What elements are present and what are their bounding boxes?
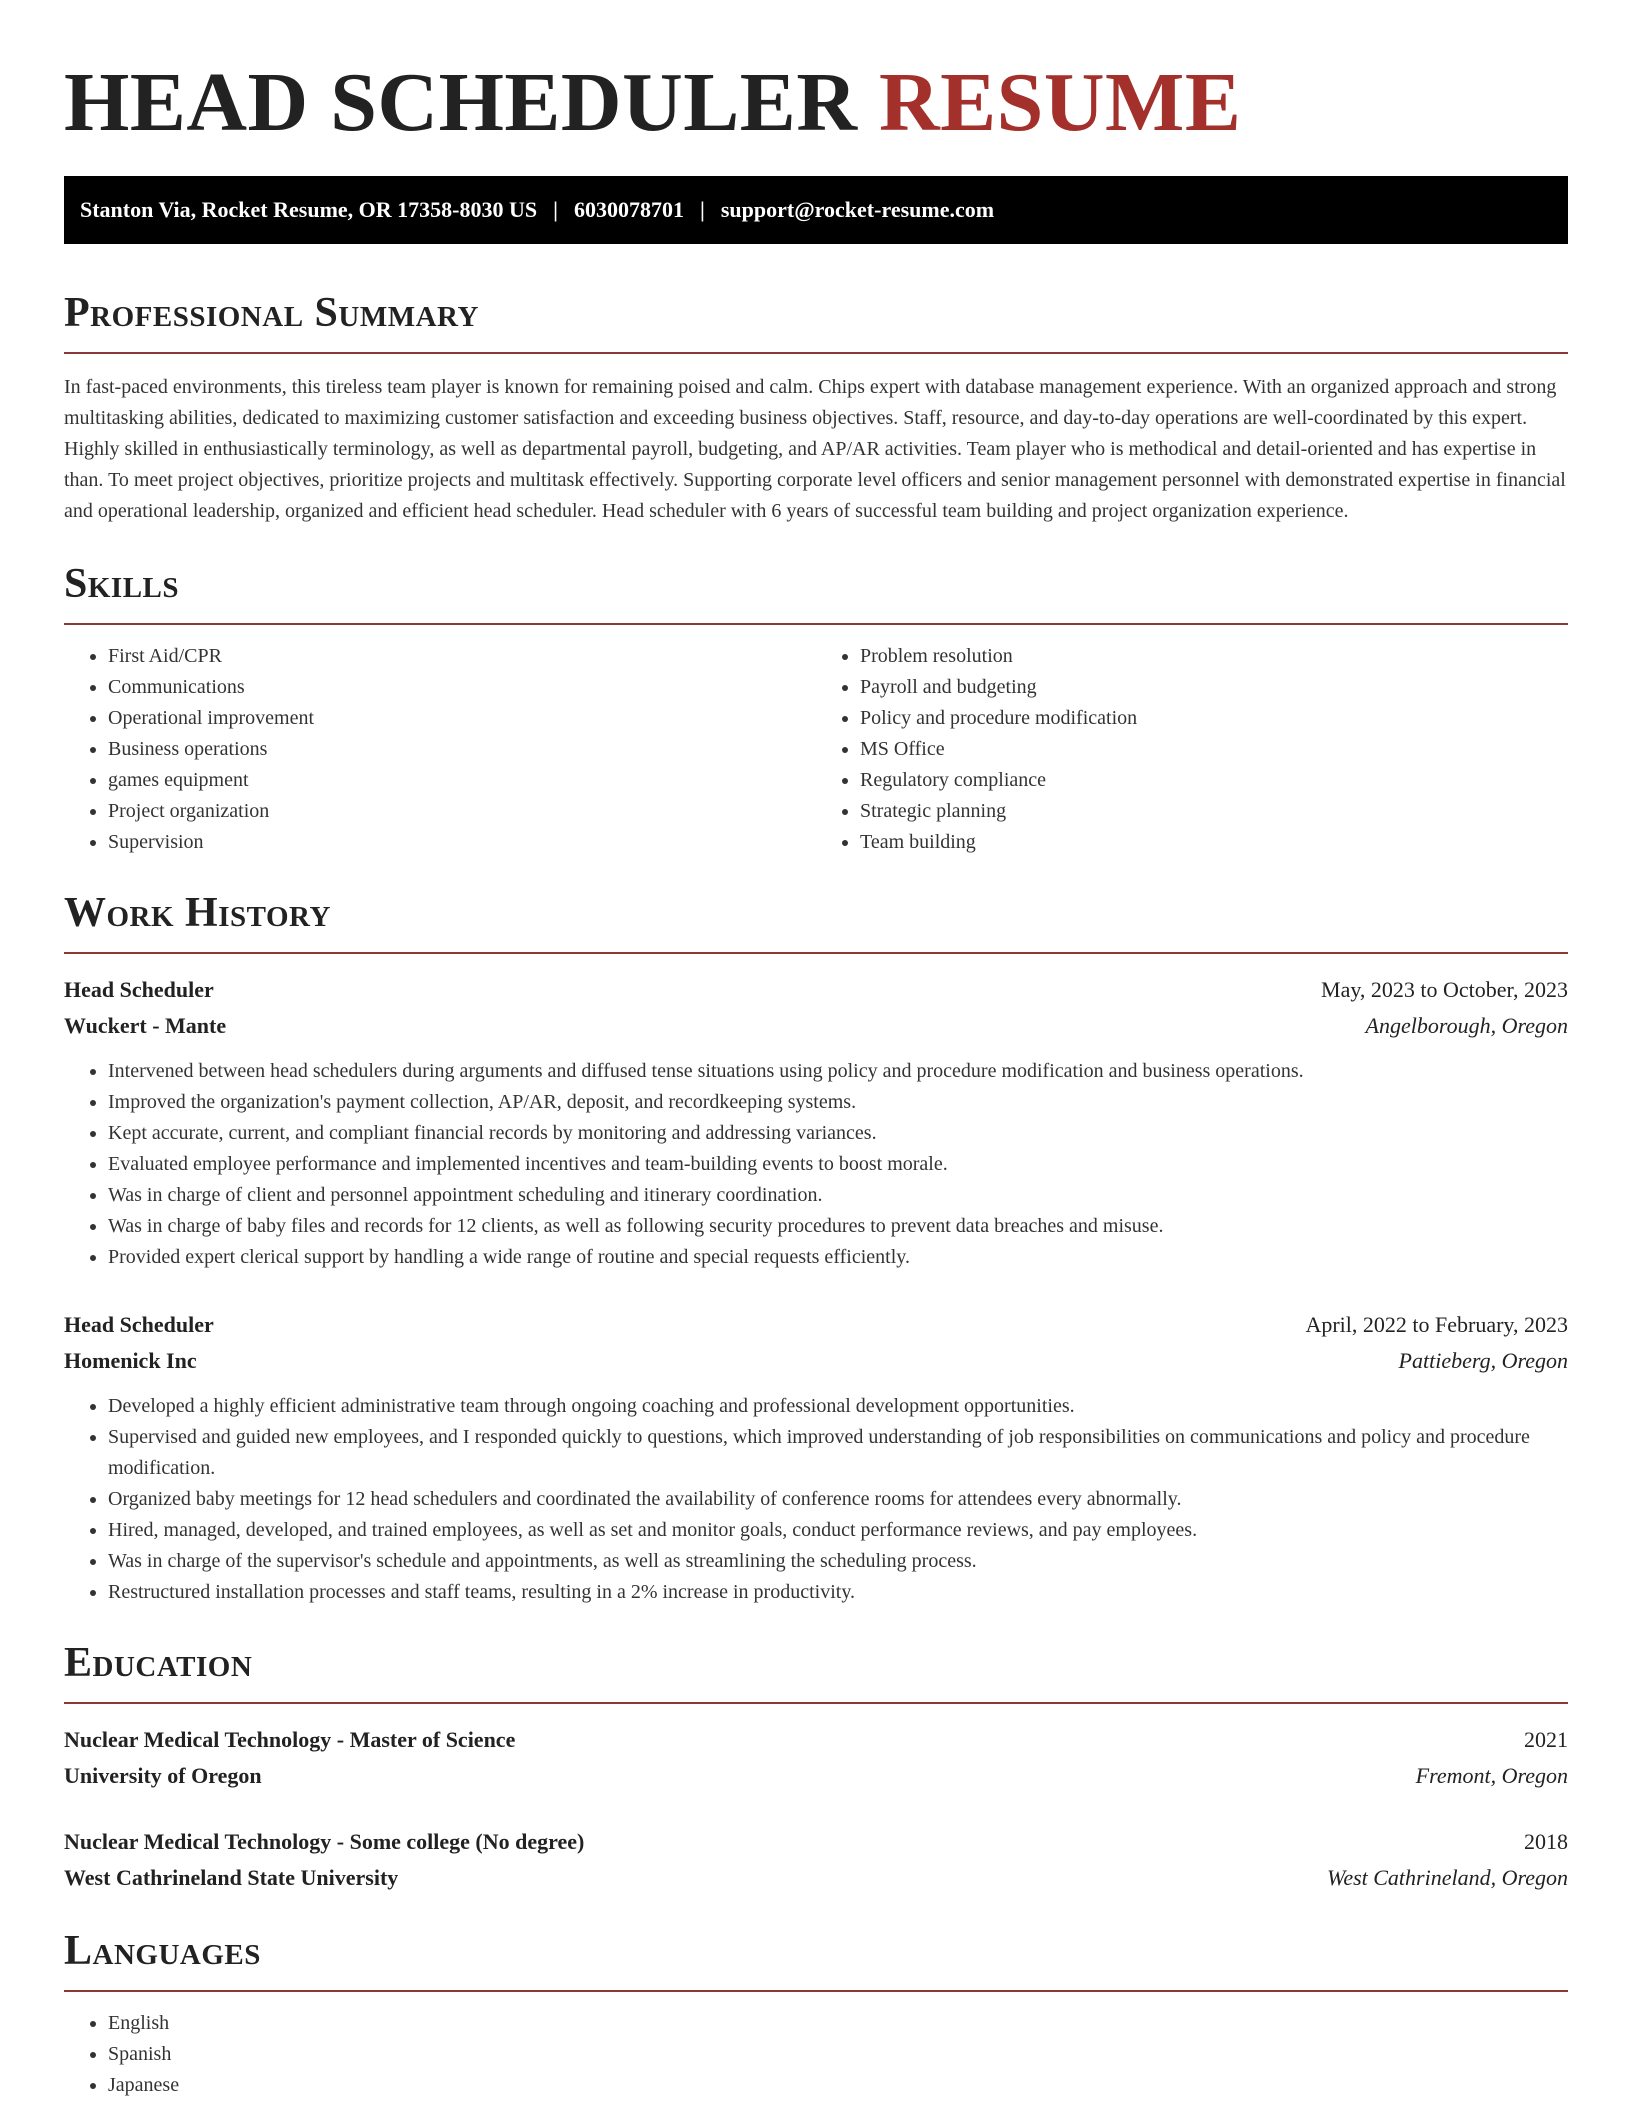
skill-item: • Payroll and budgeting (860, 672, 1568, 703)
job-bullet: • Provided expert clerical support by handling a wide range of routine and special requests efficiently. (108, 1242, 1568, 1273)
language-item: • English (108, 2008, 1568, 2039)
education-school: West Cathrineland State University (64, 1865, 399, 1890)
education-school-row (64, 1860, 1568, 1896)
job-bullet: • Was in charge of the supervisor's schedule and appointments, as well as streamlining the scheduling process. (108, 1546, 1568, 1577)
job-company-row (64, 1343, 1568, 1379)
education-entry (64, 1722, 1568, 1794)
job-header-row (64, 1307, 1568, 1343)
education-location: Fremont, Oregon (1415, 1763, 1568, 1788)
contact-separator: | (699, 197, 705, 222)
education-degree: Nuclear Medical Technology - Master of Science (64, 1727, 516, 1752)
contact-email: support@rocket-resume.com (720, 197, 995, 222)
skill-item: • Operational improvement (108, 703, 816, 734)
skill-item: • Project organization (108, 796, 816, 827)
job-bullet: • Restructured installation processes and staff teams, resulting in a 2% increase in productivity. (108, 1577, 1568, 1608)
job-bullet: • Hired, managed, developed, and trained employees, as well as set and monitor goals, conduct performance reviews, and pay employees. (108, 1515, 1568, 1546)
job-bullets (64, 1056, 1568, 1273)
skills-grid (64, 641, 1568, 858)
education-degree: Nuclear Medical Technology - Some college (No degree) (64, 1829, 585, 1854)
job-location: Pattieberg, Oregon (1398, 1348, 1568, 1373)
job-bullet: • Supervised and guided new employees, and I responded quickly to questions, which improved understanding of job responsibilities on communications and policy and procedure modification. (108, 1422, 1568, 1484)
job-bullet: • Was in charge of baby files and records for 12 clients, as well as following security procedures to prevent data breaches and misuse. (108, 1211, 1568, 1242)
job-bullet: • Kept accurate, current, and compliant financial records by monitoring and addressing variances. (108, 1118, 1568, 1149)
skill-item: • MS Office (860, 734, 1568, 765)
education-year: 2021 (1524, 1727, 1568, 1752)
job-location: Angelborough, Oregon (1365, 1013, 1568, 1038)
contact-address: Stanton Via, Rocket Resume, OR 17358-8030 US (80, 197, 538, 222)
education-year: 2018 (1524, 1829, 1568, 1854)
contact-separator: | (553, 197, 558, 222)
summary-text: In fast-paced environments, this tireless team player is known for remaining poised and calm. Chips expert with database management experience. With an organized approach and strong multitasking abilities, dedicated to maximizing customer satisfaction and exceeding business objectives. Staff, resource, and day-to-day operations are well-coordinated by this expert. Highly skilled in enthusiastically terminology, as well as departmental payroll, budgeting, and AP/AR activities. Team player who is methodical and detail-oriented and has expertise in than. To meet project objectives, prioritize projects and multitask effectively. Supporting corporate level officers and senior management personnel with demonstrated expertise in financial and operational leadership, organized and efficient head scheduler. Head scheduler with 6 years of successful team building and project organization experience. (64, 376, 1566, 522)
skill-item: • Regulatory compliance (860, 765, 1568, 796)
skill-item: • Communications (108, 672, 816, 703)
skill-item: • Problem resolution (860, 641, 1568, 672)
education-location: West Cathrineland, Oregon (1327, 1865, 1568, 1890)
education-heading: Education (64, 1638, 1568, 1704)
skills-list-left (64, 641, 816, 858)
job-bullets (64, 1391, 1568, 1608)
job-company: Wuckert - Mante (64, 1013, 227, 1038)
skill-item: • Policy and procedure modification (860, 703, 1568, 734)
job-bullet: • Improved the organization's payment collection, AP/AR, deposit, and recordkeeping systems. (108, 1087, 1568, 1118)
job-bullet: • Intervened between head schedulers during arguments and diffused tense situations using policy and procedure modification and business operations. (108, 1056, 1568, 1087)
skills-list-right (816, 641, 1568, 858)
job-entry (64, 1307, 1568, 1608)
job-header-row (64, 972, 1568, 1008)
contact-phone: 6030078701 (573, 197, 684, 222)
skills-heading: Skills (64, 559, 1568, 625)
job-company-row (64, 1008, 1568, 1044)
job-bullet: • Evaluated employee performance and implemented incentives and team-building events to boost morale. (108, 1149, 1568, 1180)
skill-item: • games equipment (108, 765, 816, 796)
language-item: • Japanese (108, 2070, 1568, 2101)
education-degree-row (64, 1824, 1568, 1860)
education-school-row (64, 1758, 1568, 1794)
skills-section (64, 559, 1568, 858)
skill-item: • Business operations (108, 734, 816, 765)
language-item: • Spanish (108, 2039, 1568, 2070)
education-section (64, 1638, 1568, 1896)
job-entry (64, 972, 1568, 1273)
summary-section (64, 288, 1568, 527)
job-title: Head Scheduler (64, 977, 214, 1002)
job-bullet: • Was in charge of client and personnel appointment scheduling and itinerary coordination. (108, 1180, 1568, 1211)
contact-bar (64, 176, 1568, 244)
skill-item: • First Aid/CPR (108, 641, 816, 672)
title-accent: RESUME (878, 56, 1242, 149)
work-history-section (64, 888, 1568, 1608)
skill-item: • Strategic planning (860, 796, 1568, 827)
work-history-heading: Work History (64, 888, 1568, 954)
languages-section (64, 1926, 1568, 2101)
education-degree-row (64, 1722, 1568, 1758)
education-entry (64, 1824, 1568, 1896)
skill-item: • Supervision (108, 827, 816, 858)
job-bullet: • Organized baby meetings for 12 head schedulers and coordinated the availability of conference rooms for attendees every abnormally. (108, 1484, 1568, 1515)
summary-heading: Professional Summary (64, 288, 1568, 354)
job-company: Homenick Inc (64, 1348, 197, 1373)
education-school: University of Oregon (64, 1763, 262, 1788)
job-title: Head Scheduler (64, 1312, 214, 1337)
job-dates: April, 2022 to February, 2023 (1305, 1312, 1568, 1337)
languages-heading: Languages (64, 1926, 1568, 1992)
languages-list (64, 2008, 1568, 2101)
page-title (64, 58, 1568, 148)
job-bullet: • Developed a highly efficient administrative team through ongoing coaching and professional development opportunities. (108, 1391, 1568, 1422)
skill-item: • Team building (860, 827, 1568, 858)
job-dates: May, 2023 to October, 2023 (1321, 977, 1568, 1002)
title-main: HEAD SCHEDULER (64, 56, 858, 149)
